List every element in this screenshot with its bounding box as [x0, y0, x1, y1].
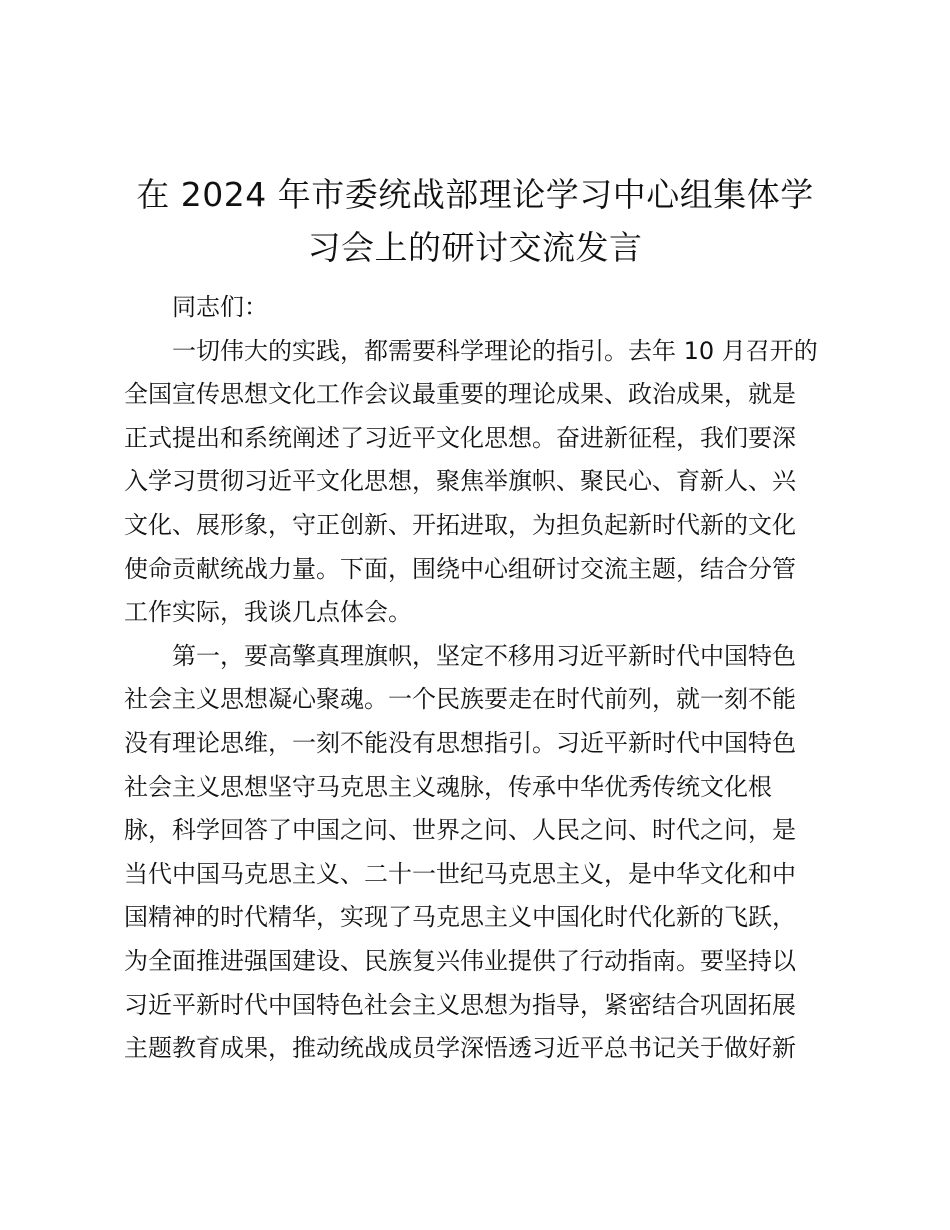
body-line: 使命贡献统战力量。下面，围绕中心组研讨交流主题，结合分管 — [124, 554, 796, 583]
body-line: 正式提出和系统阐述了习近平文化思想。奋进新征程，我们要深 — [124, 423, 796, 452]
body-line: 没有理论思维，一刻不能没有思想指引。习近平新时代中国特色 — [124, 728, 796, 757]
body-line: 全国宣传思想文化工作会议最重要的理论成果、政治成果，就是 — [124, 380, 796, 409]
body-line: 文化、展形象，守正创新、开拓进取，为担负起新时代新的文化 — [124, 510, 796, 539]
body-line: 国精神的时代精华，实现了马克思主义中国化时代化新的飞跃， — [124, 903, 796, 932]
body-line: 主题教育成果，推动统战成员学深悟透习近平总书记关于做好新 — [124, 1034, 796, 1063]
body-line: 入学习贯彻习近平文化思想，聚焦举旗帜、聚民心、育新人、兴 — [124, 467, 796, 496]
title-line: 在 2024 年市委统战部理论学习中心组集体学 — [136, 175, 814, 214]
body-line: 为全面推进强国建设、民族复兴伟业提供了行动指南。要坚持以 — [124, 946, 796, 975]
body-line: 脉，科学回答了中国之问、世界之问、人民之问、时代之问，是 — [124, 816, 796, 845]
body-line: 习近平新时代中国特色社会主义思想为指导，紧密结合巩固拓展 — [124, 990, 796, 1019]
body-line: 社会主义思想坚守马克思主义魂脉，传承中华优秀传统文化根 — [124, 772, 772, 801]
body-line: 当代中国马克思主义、二十一世纪马克思主义，是中华文化和中 — [124, 859, 796, 888]
title-line: 习会上的研讨交流发言 — [307, 228, 643, 267]
salutation: 同志们： — [172, 293, 268, 321]
body-line: 社会主义思想凝心聚魂。一个民族要走在时代前列，就一刻不能 — [124, 685, 796, 714]
body-line: 第一，要高擎真理旗帜，坚定不移用习近平新时代中国特色 — [172, 641, 796, 670]
document-title — [100, 168, 850, 274]
body-line: 一切伟大的实践，都需要科学理论的指引。去年 10 月召开的 — [172, 336, 818, 365]
body-line: 工作实际，我谈几点体会。 — [124, 598, 412, 627]
document-body — [124, 286, 824, 1071]
